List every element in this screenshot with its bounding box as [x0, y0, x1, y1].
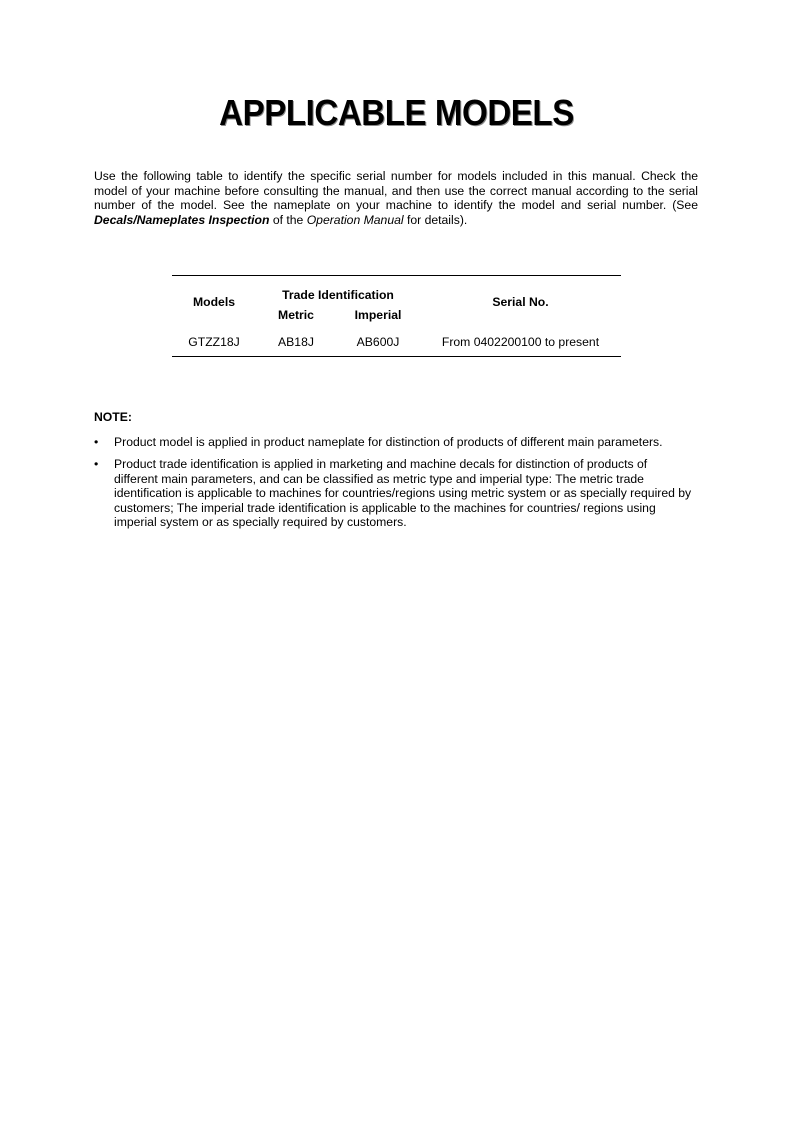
- cell-metric: AB18J: [278, 335, 314, 349]
- note-label: NOTE:: [94, 410, 132, 424]
- cell-imperial: AB600J: [356, 335, 400, 349]
- applicable-models-table: [172, 275, 621, 357]
- header-trade-identification: Trade Identification: [282, 288, 394, 302]
- header-serial-no: Serial No.: [492, 295, 549, 309]
- intro-paragraph: [94, 169, 698, 227]
- decals-nameplates-reference: Decals/Nameplates Inspection: [94, 212, 270, 227]
- note-item-text: Product trade identification is applied in marketing and machine decals for distinction of products of different main parameters, and can be classified as metric type and imperial type: The metric trade identification is applicable to machines for countries/regions using metric system or as specially required by customers; The imperial trade identification is applicable to the machines for countries/ regions using imperial system or as specially required by customers.: [114, 457, 692, 530]
- note-list: [94, 435, 694, 537]
- header-models: Models: [193, 295, 235, 309]
- cell-model: GTZZ18J: [188, 335, 240, 349]
- table-header-row: [172, 276, 621, 303]
- list-item: [94, 435, 694, 449]
- operation-manual-reference: Operation Manual: [306, 212, 404, 227]
- bullet-icon: •: [94, 435, 99, 449]
- bullet-icon: •: [94, 457, 99, 472]
- header-imperial: Imperial: [354, 308, 402, 322]
- table-row: [172, 328, 621, 357]
- note-item-text: Product model is applied in product nameplate for distinction of products of different main parameters.: [114, 435, 663, 449]
- intro-text-3: for details).: [403, 212, 468, 227]
- page-title: APPLICABLE MODELS: [219, 92, 574, 133]
- list-item: [94, 457, 694, 529]
- cell-serial: From 0402200100 to present: [441, 335, 600, 349]
- intro-text-2: of the: [269, 212, 307, 227]
- intro-text-1: Use the following table to identify the specific serial number for models included in this manual. Check the model of your machine before consulting the manual, and then use the correct manual according to the serial number of the model. See the nameplate on your machine to identify the model and serial number. (See: [94, 169, 698, 213]
- header-metric: Metric: [278, 308, 314, 322]
